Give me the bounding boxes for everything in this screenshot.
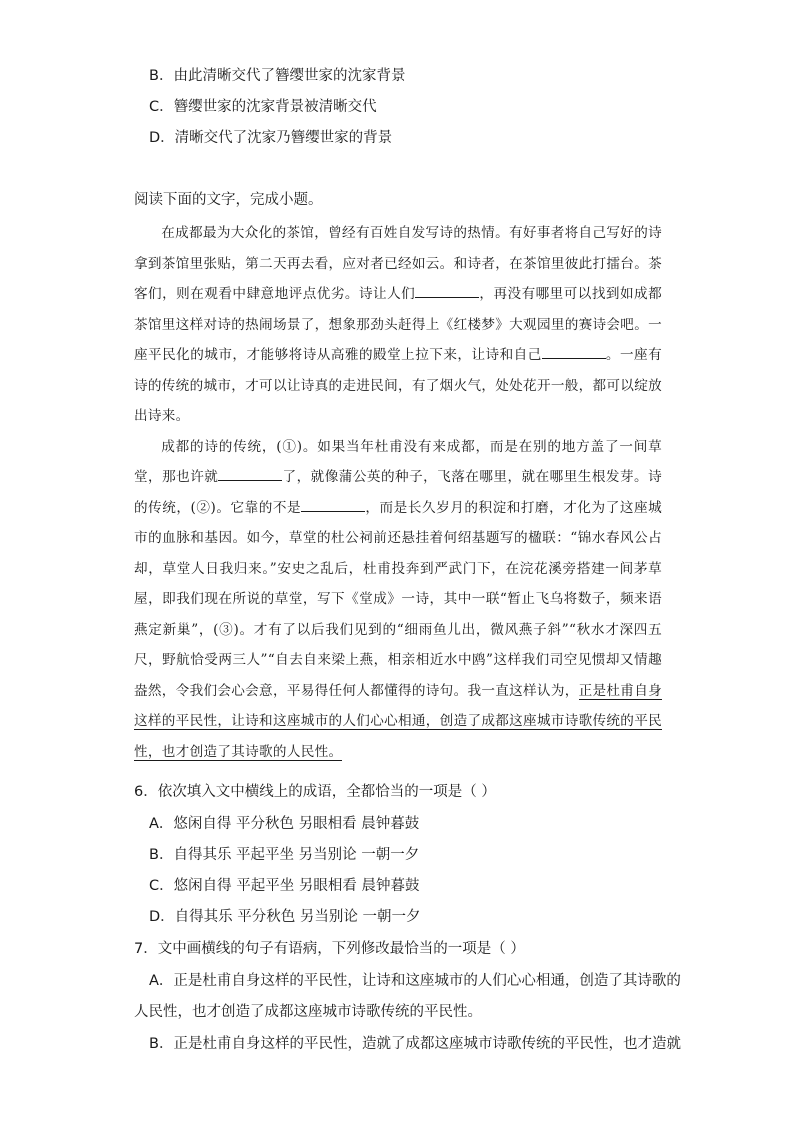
prev-option-c: C．簪缨世家的沈家背景被清晰交代: [149, 99, 377, 115]
question-7-option-a-cont: 人民性，也才创造了成都这座城市诗歌传统的平民性。: [134, 1004, 482, 1020]
question-7-option-b: B．正是杜甫自身这样的平民性，造就了成都这座城市诗歌传统的平民性，也才造就: [149, 1036, 681, 1052]
reading-intro: 阅读下面的文字，完成小题。: [134, 192, 323, 208]
fill-blank: [301, 497, 365, 512]
question-6-stem: 6．依次填入文中横线上的成语，全都恰当的一项是（ ）: [134, 784, 496, 800]
passage-text: 。一座有诗的传统的城市，才可以让诗真的走进民间，有了烟火气，处处花开一般，都可以绽放出诗来。: [134, 347, 662, 424]
question-6-option-b: B．自得其乐 平起平坐 另当别论 一朝一夕: [149, 847, 420, 863]
fill-blank: [542, 344, 606, 359]
passage-paragraph-1: [134, 218, 662, 432]
fill-blank: [415, 283, 479, 298]
passage-text: 成都的诗的传统，(①)。如果当年杜甫没有来成都，而是在别的地方盖了一间草堂，那也许就: [134, 438, 662, 485]
question-6-option-d: D．自得其乐 平分秋色 另当别论 一朝一夕: [149, 909, 421, 925]
prev-option-b: B．由此清晰交代了簪缨世家的沈家背景: [149, 68, 406, 84]
passage-text: 在成都最为大众化的茶馆，曾经有百姓自发写诗的热情。有好事者将自己写好的诗拿到茶馆里张贴，第二天再去看，应对者已经如云。和诗者，在茶馆里彼此打擂台。茶客们，则在观看中肆意地评点优劣。诗让人们: [134, 225, 662, 302]
question-6-option-c: C．悠闲自得 平起平坐 另眼相看 晨钟暮鼓: [149, 878, 420, 894]
prev-option-d: D．清晰交代了沈家乃簪缨世家的背景: [149, 130, 393, 146]
passage-text: 了，就像蒲公英的种子，飞落在哪里，就在哪里生根发芽。诗的传统，(②)。它靠的不是: [134, 469, 662, 516]
fill-blank: [218, 466, 282, 481]
question-7-stem: 7．文中画横线的句子有语病，下列修改最恰当的一项是（ ）: [134, 941, 525, 957]
question-6-option-a: A．悠闲自得 平分秋色 另眼相看 晨钟暮鼓: [149, 816, 420, 832]
reading-passage: [134, 218, 662, 767]
passage-text: ，再没有哪里可以找到如成都茶馆里这样对诗的热闹场景了，想象那劲头赶得上《红楼梦》大观园里的赛诗会吧。一座平民化的城市，才能够将诗从高雅的殿堂上拉下来，让诗和自己: [134, 286, 663, 363]
passage-paragraph-2: [134, 432, 662, 768]
passage-text: ，而是长久岁月的积淀和打磨，才化为了这座城市的血脉和基因。如今，草堂的杜公祠前还悬挂着何绍基题写的楹联：“锦水春风公占却，草堂人日我归来。”安史之乱后，杜甫投奔到严武门下，在浣花溪旁搭建一间茅草屋，即我们现在所说的草堂，写下《堂成》一诗，其中一联“暂止飞乌将数子，频来语燕定新巢”，(③)。才有了以后我们见到的“细雨鱼儿出，微风燕子斜”“秋水才深四五尺，野航恰受两三人”“自去自来梁上燕，相亲相近水中鸥”这样我们司空见惯却又情趣盎然，令我们会心会意，平易得任何人都懂得的诗句。我一直这样认为，: [134, 499, 662, 699]
question-7-option-a: A．正是杜甫自身这样的平民性，让诗和这座城市的人们心心相通，创造了其诗歌的: [149, 973, 681, 989]
underlined-sentence: 正是杜甫自身这样的平民性，让诗和这座城市的人们心心相通，创造了成都这座城市诗歌传统的平民性，也才创造了其诗歌的人民性。: [134, 682, 662, 760]
